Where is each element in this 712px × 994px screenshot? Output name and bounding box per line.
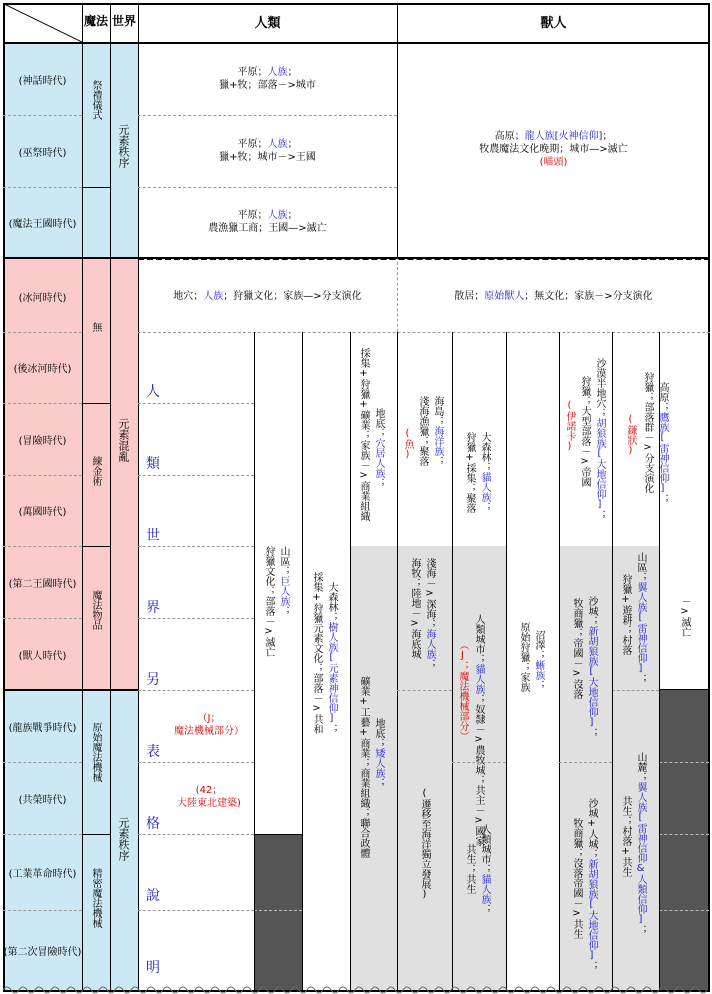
red-note-machine: （J； 魔法機械部分） (174, 713, 244, 737)
late-jackal-cell: 沙城+人城；新胡狼族[大地信仰]； (586, 798, 597, 971)
catfolk-late-rest: 共生；共生 (464, 844, 475, 894)
sickle-note: (鎌狀) (625, 414, 636, 456)
header-beast: 獸人 (540, 16, 567, 31)
era-label: (萬國時代) (18, 507, 67, 518)
dwarf-cell: 地底；矮人族； (373, 718, 384, 788)
merfolk-cell: 淺海－>深海；海人族； (424, 558, 435, 669)
magic-ritual: 祭禮儀式 (90, 80, 101, 120)
late-jackal-rest: 牧商獵；沒落帝國－>共生 (571, 818, 582, 939)
winged-rest: 狩獵+遊耕；村落 (620, 574, 631, 655)
late-winged-rest: 共生；村落+共生 (620, 796, 631, 877)
header-world: 世界 (111, 14, 136, 28)
jackal-rest: 狩獵；大型部落－>帝國 (579, 376, 590, 487)
new-jackal-rest: 牧商獵；帝國－>沒落 (571, 598, 582, 699)
era-label: (共榮時代) (18, 794, 67, 806)
magic-items: 魔法物品 (90, 590, 101, 630)
catfolk-forest-rest: 狩獵+採集；聚落 (464, 432, 475, 513)
lizard-rest: 原始狩獵；家族 (518, 622, 529, 692)
human-ice-cell: 地穴；人族；狩獵文化；家族—>分支演化 (173, 291, 362, 302)
extinction-note: －>滅亡 (679, 596, 690, 637)
catfolk-forest-cell: 大森林；貓人族； (479, 432, 490, 512)
catfolk-machine-note: （J；魔法機械部分） (457, 640, 468, 741)
magic-none: 無 (90, 322, 101, 332)
era-label: (神話時代) (18, 75, 67, 87)
world-chaos: 元素混亂 (117, 418, 130, 462)
catfolk-late-cell: 人類城市；貓人族； (479, 824, 490, 914)
era-label: (第二王國時代) (8, 578, 77, 590)
era-break-dashed (138, 257, 710, 260)
red-note-architecture: (42； 大陸東北建築) (177, 785, 241, 809)
dwarf-rest: 礦業+工藝+商業；商業組織；聯合政體 (358, 676, 369, 858)
beast-ancient-cell: 高原；龍人族[火神信仰]； 牧農魔法文化晚期；城市—>滅亡 (喵頭) (479, 131, 628, 168)
giant-cell: 山區；巨人族； (278, 546, 289, 616)
era-label: (魔法王國時代) (8, 219, 77, 230)
merfolk-rest: 海牧；陸地－>海底城 (409, 558, 420, 659)
winged-cell: 山區；翼人族[雷神信仰]； (635, 552, 646, 684)
era-label: (工業革命時代) (8, 868, 77, 880)
treant-cell: 大森林；樹人族[元素神信仰]； (326, 582, 337, 734)
sea-folk-cell: 海島；海洋族； (432, 396, 443, 466)
era-label: (巫祭時代) (18, 147, 67, 159)
fish-note: (魚) (402, 428, 413, 460)
world-order-2: 元素秩序 (117, 817, 130, 861)
torn-edge (3, 984, 710, 994)
human-myth-cell: 平原；人族； 獵+牧；部落－>城市 (219, 67, 316, 91)
jackal-cell: 沙漠半地穴；胡狼族[大地信仰]； (594, 358, 605, 520)
header-human: 人類 (254, 16, 281, 31)
treant-rest: 採集+狩獵元素文化；部落－>共和 (311, 572, 322, 734)
hawk-rest: 狩獵；部落群－>分支演化 (642, 372, 653, 493)
magic-precision-machine: 精密魔法機械 (90, 868, 101, 928)
new-jackal-cell: 沙城；新胡狼族[大地信仰]； (586, 596, 597, 738)
troglodyte-rest: 採集+狩獵+礦業；家族－>商業組織 (358, 348, 369, 521)
magic-primitive-machine: 原始魔法機械 (90, 722, 101, 782)
beast-ice-cell: 散居；原始獸人；無文化；家族－>分支演化 (454, 291, 653, 302)
sea-migration-note: (遷移至海洋獨立發展) (419, 788, 430, 900)
late-winged-cell: 山麓；翼人族[雷神信仰&人類信仰]； (635, 752, 646, 935)
sea-folk-rest: 淺海漁獵；聚落 (417, 396, 428, 466)
header-diagonal (4, 4, 82, 42)
era-label: (後冰河時代) (13, 364, 72, 375)
hawk-cell: 高原；鷹族[雷神信仰]； (657, 382, 668, 504)
era-label: (第二次冒險時代) (3, 946, 82, 958)
giant-rest: 狩獵文化；部落－>滅亡 (263, 546, 274, 657)
table-note-column: 人 類 世 界 另 表 格 說 明 (146, 384, 160, 976)
inoka-note: (伊諾卡) (564, 400, 575, 452)
magic-alchemy: 練金術 (90, 456, 101, 486)
era-label: (冰河時代) (18, 292, 67, 304)
human-kingdom-cell: 平原；人族； 農漁獵工商；王國—>滅亡 (208, 210, 327, 234)
troglodyte-cell: 地底；穴居人族； (373, 408, 384, 488)
header-magic: 魔法 (83, 14, 108, 28)
lizard-cell: 沼澤；蜥族； (533, 630, 544, 690)
catfolk-city-cell: 人類城市；貓人族；奴隸－>農牧城；共主－>國家 (473, 614, 484, 846)
era-label: (獸人時代) (18, 650, 67, 662)
world-order-1: 元素秩序 (117, 124, 130, 168)
era-label: (龍族戰爭時代) (8, 722, 77, 734)
human-shaman-cell: 平原；人族； 獵+牧；城市－>王國 (219, 139, 316, 163)
era-label: (冒險時代) (18, 435, 67, 447)
